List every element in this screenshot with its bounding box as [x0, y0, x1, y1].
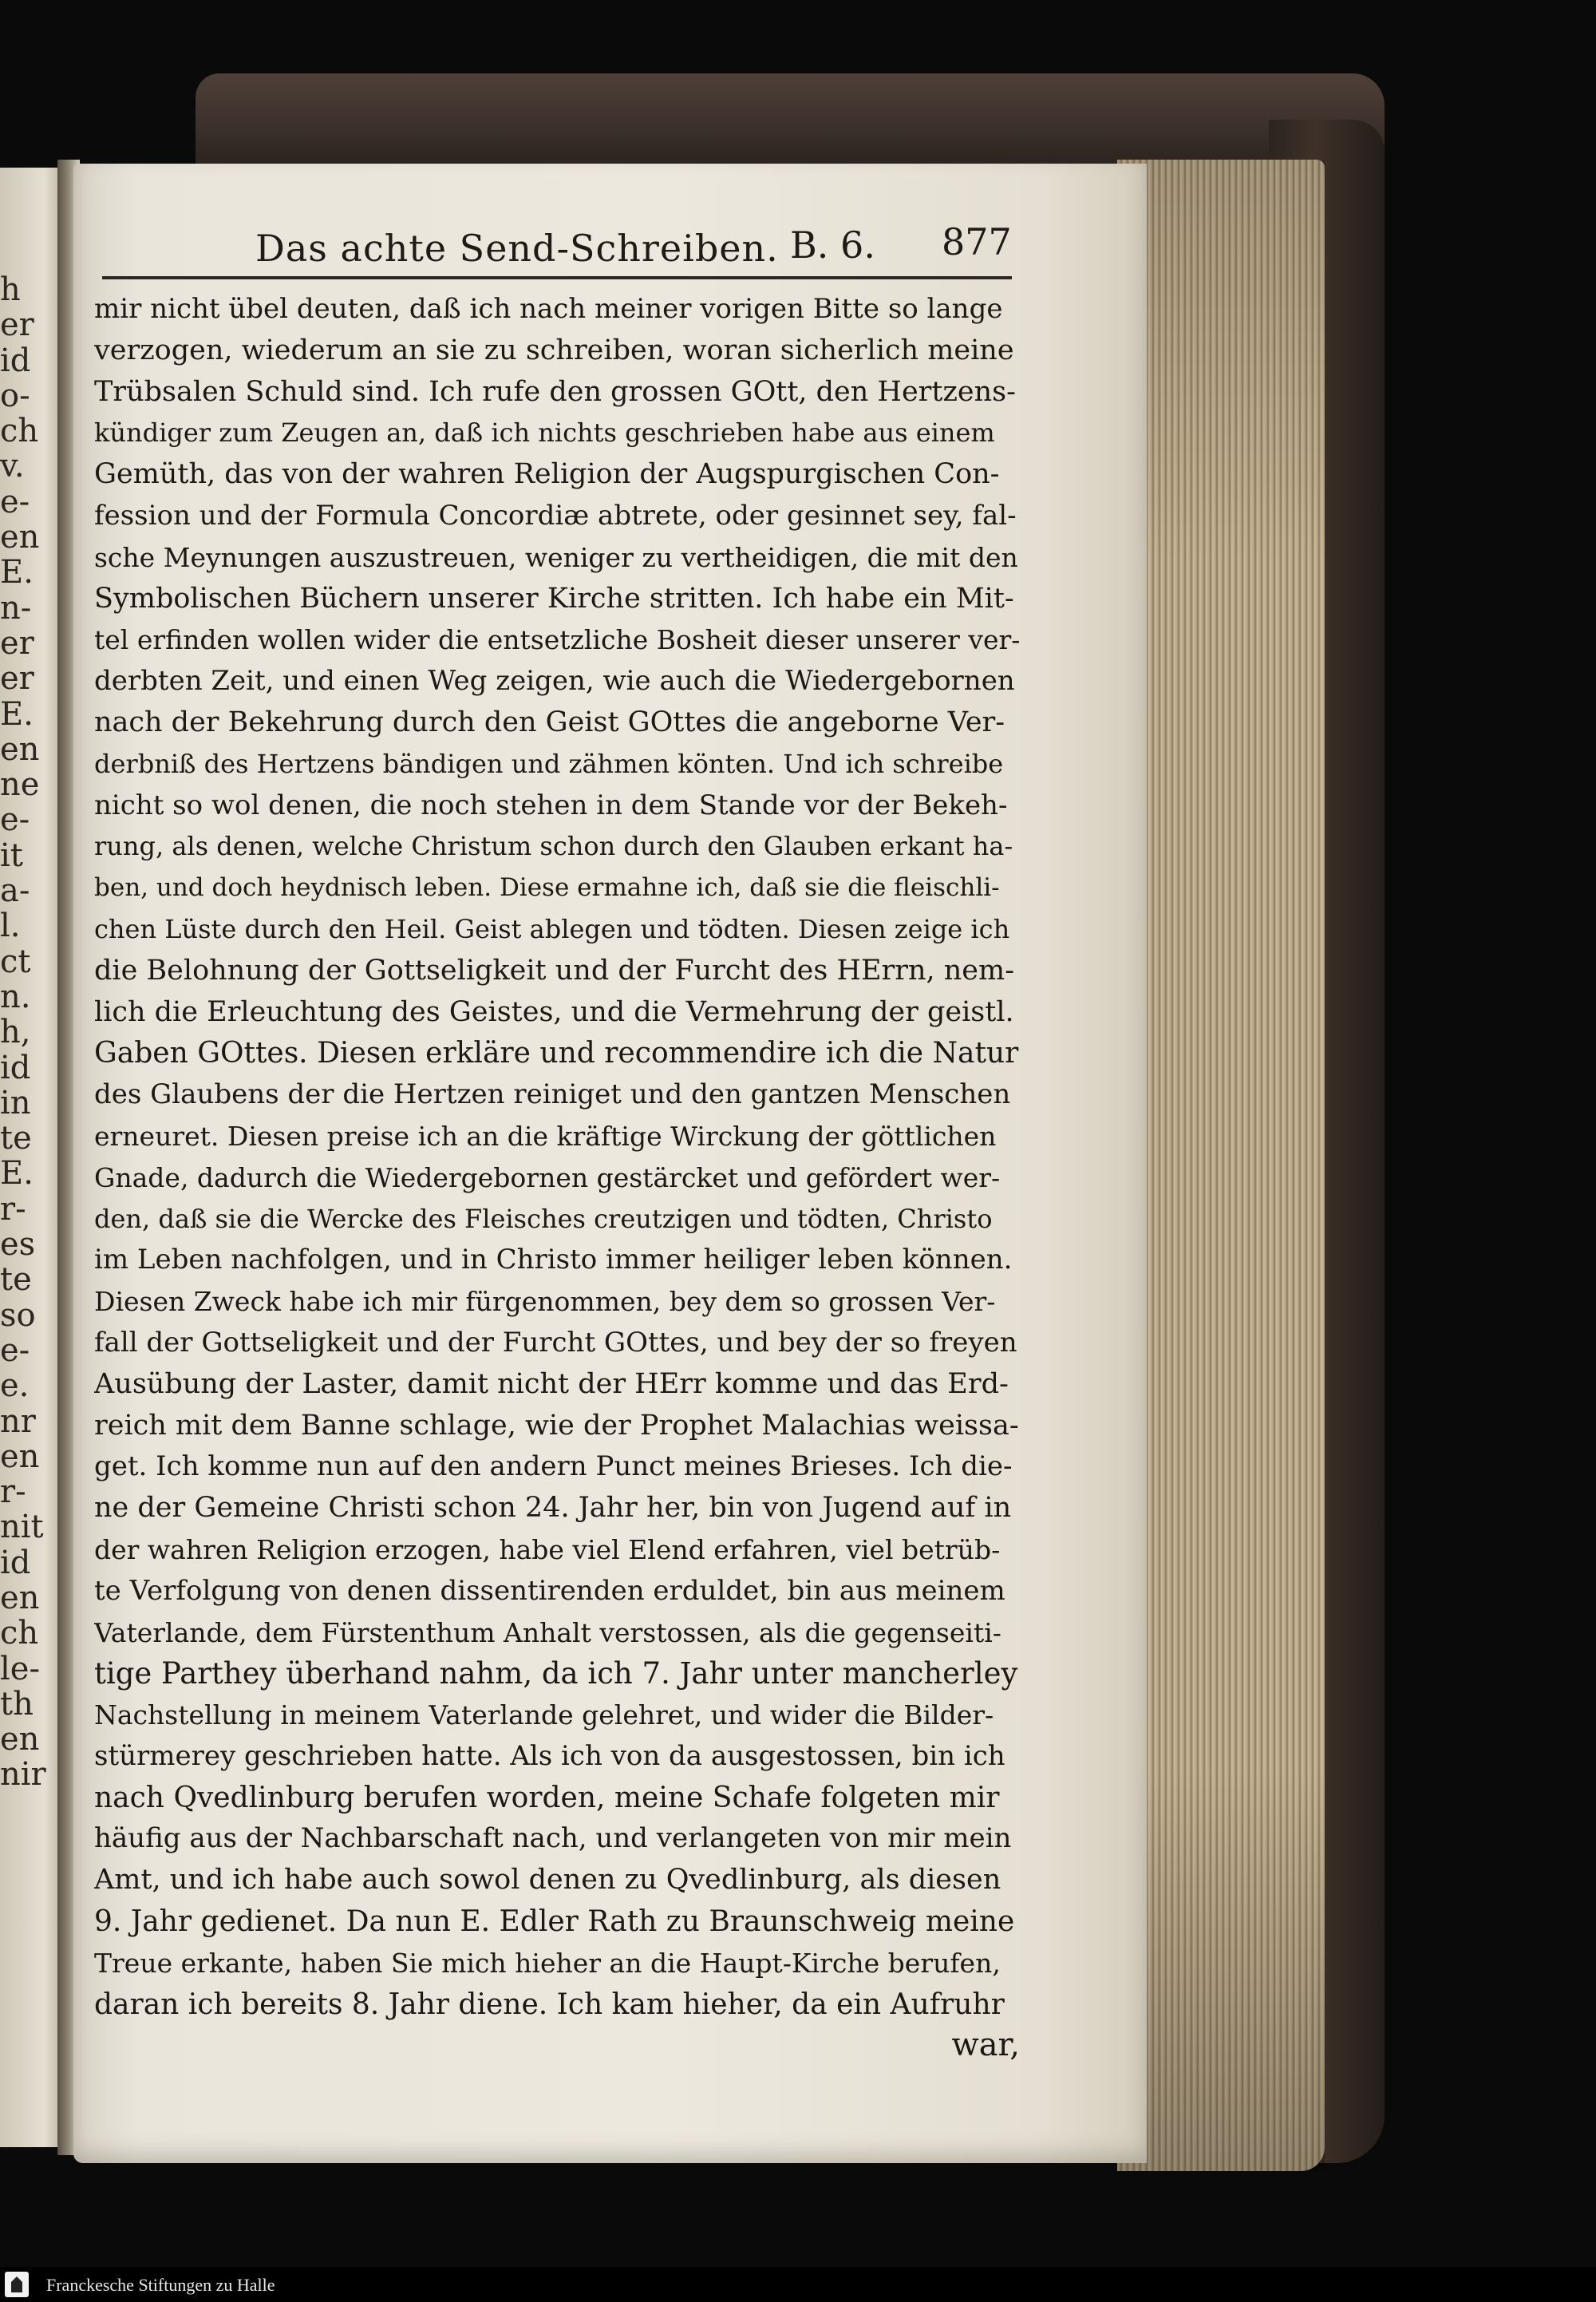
- text-line: Gaben GOttes. Diesen erkläre und recommendire ich die Natur: [94, 1037, 1019, 1070]
- left-page-fragment: en: [0, 1721, 40, 1757]
- left-page-fragment: en: [0, 519, 40, 555]
- text-line: tel erfinden wollen wider die entsetzliche Bosheit dieser unserer ver-: [94, 624, 1020, 656]
- text-line: nach Qvedlinburg berufen worden, meine Schafe folgeten mir: [94, 1781, 1000, 1814]
- text-line: mir nicht übel deuten, daß ich nach meiner vorigen Bitte so lange: [94, 293, 1003, 325]
- text-line: kündiger zum Zeugen an, daß ich nichts geschrieben habe aus einem: [94, 417, 995, 449]
- text-line: sche Meynungen auszustreuen, weniger zu vertheidigen, die mit den: [94, 541, 1018, 573]
- text-line: Ausübung der Laster, damit nicht der HErr komme und das Erd-: [94, 1367, 1009, 1400]
- text-line: der wahren Religion erzogen, habe viel Elend erfahren, viel betrüb-: [94, 1533, 1001, 1565]
- left-page-fragment: te: [0, 1261, 32, 1297]
- left-page-fragment: E.: [0, 554, 34, 590]
- text-line: im Leben nachfolgen, und in Christo immer heiliger leben können.: [94, 1244, 1013, 1276]
- running-head-title: Das achte Send-Schreiben.: [255, 227, 779, 270]
- left-page-fragment: a-: [0, 872, 30, 908]
- left-page-fragment: e-: [0, 801, 30, 837]
- left-page-fragment: er: [0, 307, 34, 342]
- left-page-fragment: nir: [0, 1756, 46, 1792]
- head-rule: [102, 276, 1012, 279]
- text-line: get. Ich komme nun auf den andern Punct meines Brieses. Ich die-: [94, 1450, 1013, 1483]
- book-cover-top: [196, 73, 1385, 169]
- text-line: derbniß des Hertzens bändigen und zähmen könten. Und ich schreibe: [94, 748, 1004, 779]
- text-line: erneuret. Diesen preise ich an die kräftige Wirckung der göttlichen: [94, 1120, 997, 1152]
- text-line: Treue erkante, haben Sie mich hieher an die Haupt-Kirche berufen,: [94, 1947, 1001, 1979]
- left-page-fragment: n.: [0, 978, 31, 1015]
- text-line: derbten Zeit, und einen Weg zeigen, wie auch die Wiedergebornen: [94, 665, 1015, 698]
- left-page-fragment: in: [0, 1084, 31, 1121]
- left-page-fragment: e-: [0, 483, 30, 520]
- left-page-fragment: e-: [0, 1331, 30, 1368]
- left-page-fragment: e.: [0, 1367, 30, 1403]
- text-line: Gnade, dadurch die Wiedergebornen gestärcket und gefördert wer-: [94, 1161, 1001, 1193]
- page-number: 877: [942, 220, 1012, 263]
- left-page-fragment: v.: [0, 448, 25, 484]
- left-page-fragment: es: [0, 1226, 36, 1262]
- left-page-fragment: ch: [0, 413, 39, 449]
- signature-mark: B. 6.: [790, 223, 875, 267]
- running-head: [255, 220, 1013, 284]
- left-page-fragment: l.: [0, 908, 21, 943]
- text-line: die Belohnung der Gottseligkeit und der Furcht des HErrn, nem-: [94, 954, 1015, 987]
- text-line: Amt, und ich habe auch sowol denen zu Qvedlinburg, als diesen: [94, 1864, 1001, 1897]
- left-page-fragment: er: [0, 660, 34, 696]
- left-page-fragment: le-: [0, 1650, 40, 1686]
- left-page-fragment: en: [0, 730, 40, 767]
- left-page-fragment: id: [0, 342, 31, 378]
- text-line: fession und der Formula Concordiæ abtrete, oder gesinnet sey, fal-: [94, 499, 1017, 532]
- text-line: tige Parthey überhand nahm, da ich 7. Jahr unter mancherley: [94, 1656, 1018, 1691]
- text-line: chen Lüste durch den Heil. Geist ablegen und tödten. Diesen zeige ich: [94, 913, 1010, 944]
- left-page-fragment: r-: [0, 1473, 26, 1509]
- left-page-fragment: ct: [0, 943, 31, 979]
- text-line: reich mit dem Banne schlage, wie der Prophet Malachias weissa-: [94, 1409, 1019, 1442]
- left-page-fragment: h,: [0, 1014, 31, 1050]
- footer-bar: [0, 2267, 1596, 2302]
- text-line: ne der Gemeine Christi schon 24. Jahr her, bin von Jugend auf in: [94, 1492, 1012, 1525]
- text-line: des Glaubens der die Hertzen reiniget und den gantzen Menschen: [94, 1078, 1011, 1111]
- text-line: Diesen Zweck habe ich mir fürgenommen, bey dem so grossen Ver-: [94, 1286, 996, 1318]
- left-page-text-fragments: [0, 271, 64, 2027]
- left-page-fragment: E.: [0, 1155, 34, 1191]
- text-line: stürmerey geschrieben hatte. Als ich von da ausgestossen, bin ich: [94, 1739, 1005, 1772]
- page-body-text: [94, 289, 1020, 2067]
- fore-edge-shadow: [1117, 160, 1325, 2171]
- text-line: fall der Gottseligkeit und der Furcht GOttes, und bey der so freyen: [94, 1326, 1017, 1359]
- text-line: te Verfolgung von denen dissentirenden erduldet, bin aus meinem: [94, 1574, 1005, 1607]
- left-page-fragment: h: [0, 271, 21, 307]
- left-page-fragment: er: [0, 624, 34, 661]
- text-line: Trübsalen Schuld sind. Ich rufe den grossen GOtt, den Hertzens-: [94, 375, 1016, 408]
- text-line: Vaterlande, dem Fürstenthum Anhalt verstossen, als die gegenseiti-: [94, 1616, 1001, 1648]
- left-page-fragment: nit: [0, 1509, 44, 1545]
- text-line: verzogen, wiederum an sie zu schreiben, woran sicherlich meine: [94, 334, 1014, 366]
- text-line: nach der Bekehrung durch den Geist GOttes die angeborne Ver-: [94, 706, 1005, 738]
- text-line: ben, und doch heydnisch leben. Diese ermahne ich, daß sie die fleischli-: [94, 873, 1000, 903]
- left-page-fragment: r-: [0, 1190, 26, 1227]
- left-page-fragment: nr: [0, 1402, 36, 1438]
- left-page-fragment: ne: [0, 766, 40, 802]
- text-line: Symbolischen Büchern unserer Kirche stritten. Ich habe ein Mit-: [94, 582, 1014, 615]
- left-page-fragment: n-: [0, 589, 32, 625]
- text-line: nicht so wol denen, die noch stehen in dem Stande vor der Bekeh-: [94, 789, 1008, 821]
- left-page-fragment: so: [0, 1296, 36, 1332]
- footer-institution-name: Franckesche Stiftungen zu Halle: [46, 2275, 275, 2295]
- text-line: häufig aus der Nachbarschaft nach, und verlangeten von mir mein: [94, 1822, 1012, 1855]
- left-page-fragment: en: [0, 1579, 40, 1616]
- text-line: Nachstellung in meinem Vaterlande gelehret, und wider die Bilder-: [94, 1699, 994, 1731]
- left-page-fragment: te: [0, 1120, 32, 1156]
- text-line: Gemüth, das von der wahren Religion der Augspurgischen Con-: [94, 458, 1000, 491]
- text-line: daran ich bereits 8. Jahr diene. Ich kam hieher, da ein Aufruhr: [94, 1988, 1005, 2021]
- text-line: rung, als denen, welche Christum schon durch den Glauben erkant ha-: [94, 831, 1013, 862]
- text-line: 9. Jahr gedienet. Da nun E. Edler Rath zu Braunschweig meine: [94, 1905, 1015, 1939]
- left-page-fragment: o-: [0, 377, 30, 413]
- catchword: war,: [951, 2027, 1020, 2064]
- left-page-fragment: E.: [0, 695, 34, 731]
- left-page-fragment: id: [0, 1049, 31, 1085]
- text-line: lich die Erleuchtung des Geistes, und die Vermehrung der geistl.: [94, 995, 1014, 1028]
- text-line: den, daß sie die Wercke des Fleisches creutzigen und tödten, Christo: [94, 1203, 993, 1234]
- left-page-fragment: en: [0, 1438, 40, 1474]
- left-page-fragment: id: [0, 1544, 31, 1580]
- left-page-fragment: it: [0, 837, 23, 873]
- left-page-fragment: th: [0, 1685, 34, 1722]
- left-page-fragment: ch: [0, 1615, 39, 1651]
- institution-logo-icon: [5, 2272, 29, 2297]
